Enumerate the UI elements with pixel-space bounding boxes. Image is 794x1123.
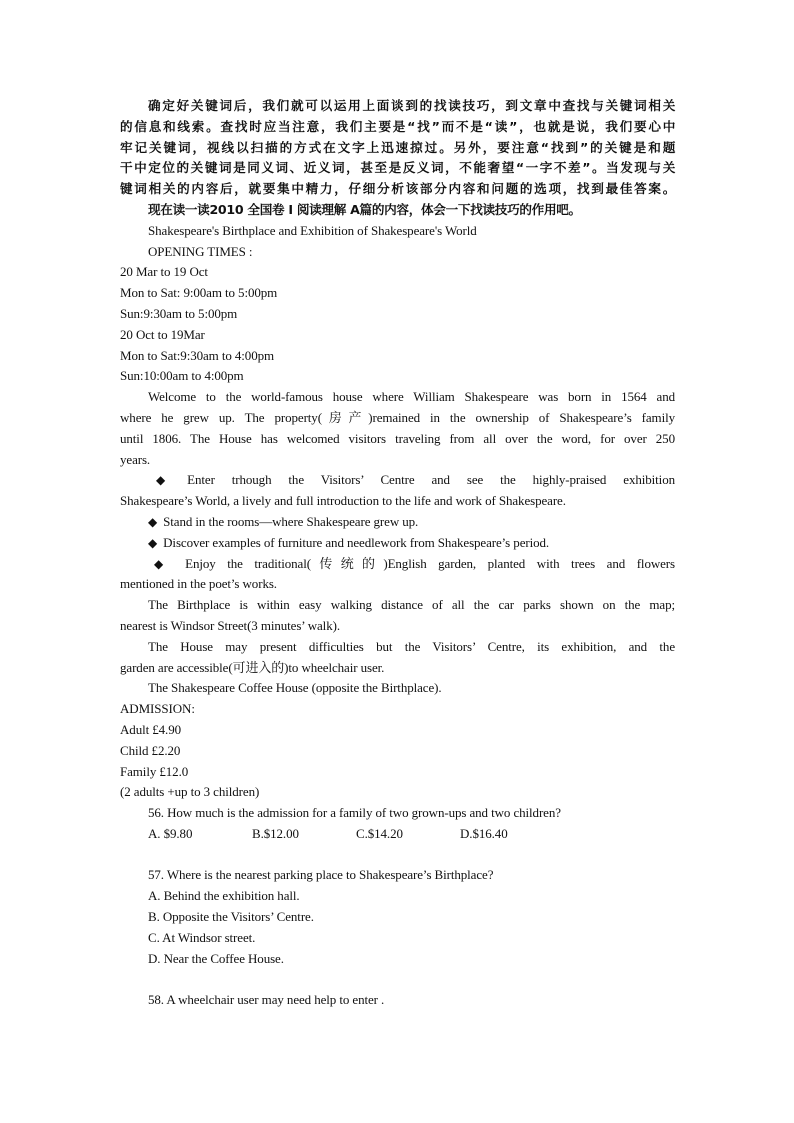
option-a: A. Behind the exhibition hall. [148, 888, 300, 904]
schedule-line: 20 Mar to 19 Oct [120, 264, 208, 280]
admission-price: Child £2.20 [120, 742, 181, 758]
welcome-paragraph [120, 387, 675, 470]
schedule-line: Sun:10:00am to 4:00pm [120, 368, 244, 384]
question-57 [120, 865, 675, 969]
option-d: D.$16.40 [460, 825, 508, 841]
intro-line: 牢记关键词，视线以扫描的方式在文字上迅速掠过。另外，要注意“找到”的关键是和题 [120, 139, 675, 155]
diamond-bullet-icon: ◆ [156, 473, 166, 488]
question-stem: 56. How much is the admission for a family of two grown-ups and two children? [148, 805, 561, 821]
accessibility-line: The House may present difficulties but the Visitors’ Centre, its exhibition, and the [148, 638, 675, 654]
bullet-text: Enjoy the traditional(传统的)English garden, planted with trees and flowers [185, 555, 675, 571]
admission-price: Family £12.0 [120, 763, 189, 779]
bullet-text-continued: Shakespeare’s World, a lively and full introduction to the life and work of Shakespeare. [120, 493, 566, 509]
bullet-item [120, 533, 675, 554]
walking-line: nearest is Windsor Street(3 minutes’ walk). [120, 617, 340, 633]
spacer [120, 969, 675, 990]
accessibility-paragraph [120, 637, 675, 679]
admission-note: (2 adults +up to 3 children) [120, 784, 260, 800]
document-page [120, 96, 675, 1011]
question-56 [120, 803, 675, 845]
passage-title: Shakespeare's Birthplace and Exhibition of Shakespeare's World [148, 222, 477, 238]
option-b: B.$12.00 [252, 825, 299, 841]
option-c: C. At Windsor street. [148, 929, 256, 945]
welcome-line: Welcome to the world-famous house where William Shakespeare was born in 1564 and [148, 389, 675, 405]
bullet-text: Discover examples of furniture and needlework from Shakespeare’s period. [163, 534, 550, 550]
spacer [120, 845, 675, 866]
opening-schedule [120, 262, 675, 387]
diamond-bullet-icon: ◆ [148, 514, 158, 529]
bullet-item [120, 554, 675, 575]
welcome-line: years. [120, 451, 151, 467]
admission-section [120, 699, 675, 803]
question-options [120, 824, 675, 845]
bullet-text: Stand in the rooms—where Shakespeare grew up. [163, 513, 419, 529]
intro-line: 键词相关的内容后，就要集中精力，仔细分析该部分内容和问题的选项，找到最佳答案。 [120, 181, 675, 197]
bullet-item [120, 512, 675, 533]
instruction-line: 现在读一读2010 全国卷 I 阅读理解 A篇的内容，体会一下找读技巧的作用吧。 [148, 201, 581, 217]
bullet-item [120, 470, 675, 491]
walking-line: The Birthplace is within easy walking distance of all the car parks shown on the map; [148, 597, 675, 613]
option-a: A. $9.80 [148, 825, 193, 841]
bullet-text: Enter trhough the Visitors’ Centre and see the highly-praised exhibition [187, 472, 675, 488]
option-d: D. Near the Coffee House. [148, 950, 284, 966]
feature-bullets [120, 470, 675, 595]
option-b: B. Opposite the Visitors’ Centre. [148, 909, 314, 925]
coffee-house-line: The Shakespeare Coffee House (opposite the Birthplace). [148, 680, 442, 696]
intro-line: 的信息和线索。查找时应当注意，我们主要是“找”而不是“读”，也就是说，我们要心中 [120, 118, 675, 134]
schedule-line: Mon to Sat: 9:00am to 5:00pm [120, 285, 278, 301]
schedule-line: 20 Oct to 19Mar [120, 326, 205, 342]
option-c: C.$14.20 [356, 825, 403, 841]
bullet-text-continued: mentioned in the poet’s works. [120, 576, 277, 592]
walking-paragraph [120, 595, 675, 637]
admission-label: ADMISSION: [120, 701, 195, 717]
intro-line: 干中定位的关键词是同义词、近义词，甚至是反义词，不能奢望“一字不差”。当发现与关 [120, 160, 675, 176]
admission-price: Adult £4.90 [120, 721, 182, 737]
intro-paragraph [120, 96, 675, 200]
welcome-line: where he grew up. The property(房产)remained in the ownership of Shakespeare’s family [120, 409, 675, 425]
opening-times-label: OPENING TIMES : [148, 243, 253, 259]
welcome-line: until 1806. The House has welcomed visitors traveling from all over the word, for over 250 [120, 430, 675, 446]
question-stem: 58. A wheelchair user may need help to enter . [148, 992, 385, 1008]
intro-line: 确定好关键词后，我们就可以运用上面谈到的找读技巧，到文章中查找与关键词相关 [148, 98, 675, 113]
schedule-line: Mon to Sat:9:30am to 4:00pm [120, 347, 275, 363]
question-stem: 57. Where is the nearest parking place to Shakespeare’s Birthplace? [148, 867, 494, 883]
diamond-bullet-icon: ◆ [154, 556, 164, 571]
schedule-line: Sun:9:30am to 5:00pm [120, 305, 238, 321]
question-58 [120, 990, 675, 1011]
diamond-bullet-icon: ◆ [148, 535, 158, 550]
accessibility-line: garden are accessible(可进入的)to wheelchair user. [120, 659, 385, 675]
